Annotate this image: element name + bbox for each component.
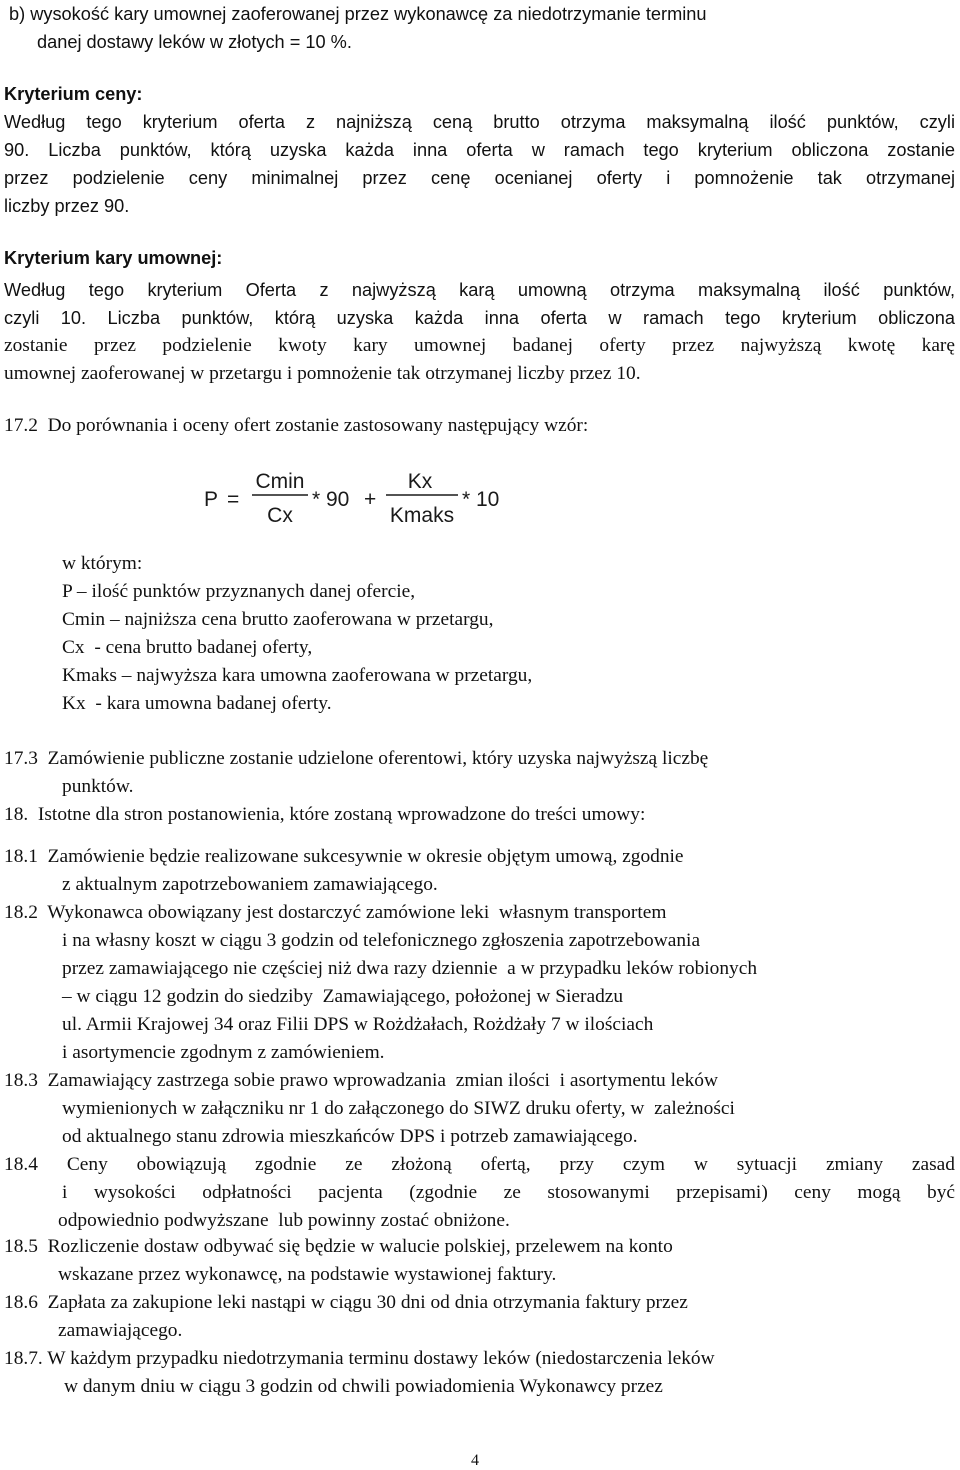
formula-numerator-kx: Kx (407, 470, 433, 493)
text-line: liczby przez 90. (4, 196, 130, 216)
text-line: punktów. (62, 776, 134, 797)
section-heading: 18. Istotne dla stron postanowienia, które zostaną wprowadzone do treści umowy: (4, 804, 646, 825)
section-heading: Kryterium ceny: (4, 84, 143, 104)
section-heading: Kryterium kary umownej: (4, 248, 223, 268)
text-line: danej dostawy leków w złotych = 10 %. (37, 32, 352, 52)
text-line: umownej zaoferowanej w przetargu i pomnożenie tak otrzymanej liczby przez 10. (4, 363, 641, 384)
text-line: 18.5 Rozliczenie dostaw odbywać się będzie w walucie polskiej, przelewem na konto (4, 1236, 673, 1257)
text-line: w którym: (62, 553, 143, 574)
text-line: zostanie przez podzielenie kwoty kary umownej badanej oferty przez najwyższą kwotę karę (4, 335, 955, 356)
text-line: przez zamawiającego nie częściej niż dwa razy dziennie a w przypadku leków robionych (62, 958, 758, 979)
text-line: i na własny koszt w ciągu 3 godzin od telefonicznego zgłoszenia zapotrzebowania (62, 930, 701, 951)
text-line: 17.2 Do porównania i oceny ofert zostanie zastosowany następujący wzór: (4, 415, 589, 436)
text-line: 18.6 Zapłata za zakupione leki nastąpi w ciągu 30 dni od dnia otrzymania faktury przez (4, 1292, 688, 1313)
text-line: Według tego kryterium oferta z najniższą ceną brutto otrzyma maksymalną ilość punktów, czyli (4, 112, 955, 132)
text-line: i asortymencie zgodnym z zamówieniem. (62, 1042, 385, 1063)
text-line: 90. Liczba punktów, którą uzyska każda inna oferta w ramach tego kryterium obliczona zostanie (4, 140, 955, 160)
text-line: 17.3 Zamówienie publiczne zostanie udzielone oferentowi, który uzyska najwyższą liczbę (4, 748, 709, 769)
scoring-formula (200, 462, 520, 534)
text-line: w danym dniu w ciągu 3 godzin od chwili powiadomienia Wykonawcy przez (64, 1376, 663, 1397)
text-line: 18.3 Zamawiający zastrzega sobie prawo wprowadzania zmian ilości i asortymentu leków (4, 1070, 718, 1091)
formula-plus: + (364, 488, 377, 511)
text-line: zamawiającego. (58, 1320, 183, 1341)
text-line: – w ciągu 12 godzin do siedziby Zamawiającego, położonej w Sieradzu (62, 986, 624, 1007)
legend-item: Kx - kara umowna badanej oferty. (62, 693, 332, 714)
text-line: wymienionych w załączniku nr 1 do załączonego do SIWZ druku oferty, w zależności (62, 1098, 735, 1119)
formula-equals: = (227, 488, 240, 511)
legend-item: Cx - cena brutto badanej oferty, (62, 637, 313, 658)
formula-multiply-10: * 10 (462, 488, 500, 511)
legend-item: Kmaks – najwyższa kara umowna zaoferowana w przetargu, (62, 665, 533, 686)
text-line: 18.2 Wykonawca obowiązany jest dostarczyć zamówione leki własnym transportem (4, 902, 667, 923)
text-line: Według tego kryterium Oferta z najwyższą karą umowną otrzyma maksymalną ilość punktów, (4, 280, 955, 300)
page-number: 4 (471, 1452, 479, 1469)
text-line: b) wysokość kary umownej zaoferowanej przez wykonawcę za niedotrzymanie terminu (9, 4, 707, 24)
text-line: i wysokości odpłatności pacjenta (zgodnie ze stosowanymi przepisami) ceny mogą być (62, 1182, 955, 1203)
text-line: wskazane przez wykonawcę, na podstawie wystawionej faktury. (58, 1264, 557, 1285)
text-line: od aktualnego stanu zdrowia mieszkańców DPS i potrzeb zamawiającego. (62, 1126, 638, 1147)
legend-item: P – ilość punktów przyznanych danej ofercie, (62, 581, 416, 602)
formula-multiply-90: * 90 (312, 488, 350, 511)
text-line: przez podzielenie ceny minimalnej przez cenę ocenianej oferty i pomnożenie tak otrzymanej (4, 168, 955, 188)
formula-denominator-kmaks: Kmaks (389, 504, 455, 527)
legend-item: Cmin – najniższa cena brutto zaoferowana w przetargu, (62, 609, 494, 630)
text-line: 18.7. W każdym przypadku niedotrzymania terminu dostawy leków (niedostarczenia leków (4, 1348, 715, 1369)
text-line: 18.1 Zamówienie będzie realizowane sukcesywnie w okresie objętym umową, zgodnie (4, 846, 684, 867)
formula-lhs: P (204, 488, 219, 511)
formula-denominator-cx: Cx (267, 504, 293, 527)
text-line: ul. Armii Krajowej 34 oraz Filii DPS w Rożdżałach, Rożdżały 7 w ilościach (62, 1014, 654, 1035)
text-line: z aktualnym zapotrzebowaniem zamawiającego. (62, 874, 438, 895)
text-line: odpowiednio podwyższane lub powinny zostać obniżone. (58, 1210, 510, 1231)
text-line: 18.4 Ceny obowiązują zgodnie ze złożoną ofertą, przy czym w sytuacji zmiany zasad (4, 1154, 955, 1175)
text-line: czyli 10. Liczba punktów, którą uzyska każda inna oferta w ramach tego kryterium obliczona (4, 308, 955, 328)
formula-numerator-cmin: Cmin (255, 470, 305, 493)
